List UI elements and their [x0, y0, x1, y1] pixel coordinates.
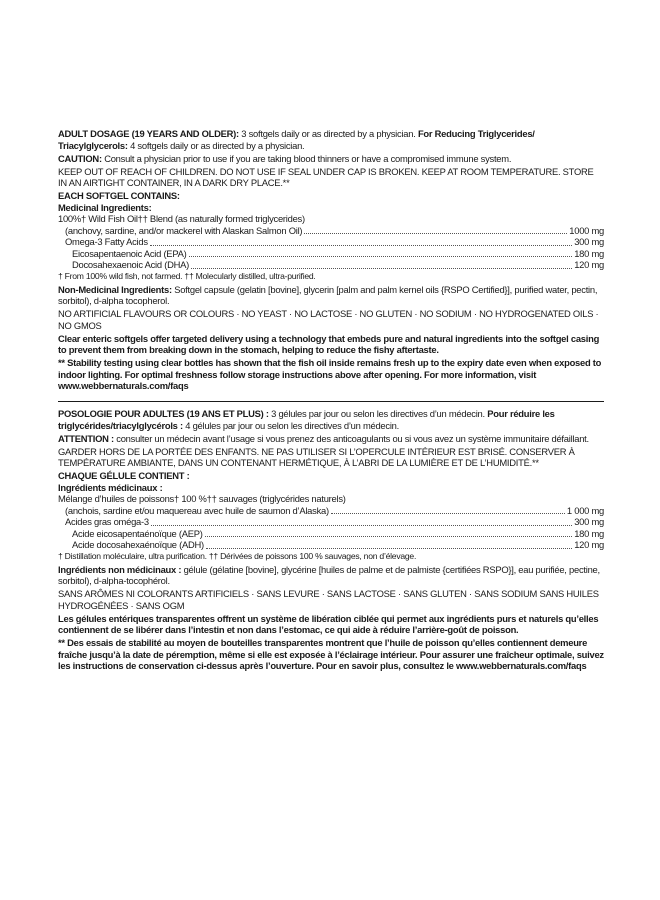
ingredient-name: Docosahexaenoic Acid (DHA)	[72, 259, 189, 270]
free-from-list: NO ARTIFICIAL FLAVOURS OR COLOURS · NO YEAST · NO LACTOSE · NO GLUTEN · NO SODIUM · NO HYDROGENATED OILS · NO GMOS	[58, 308, 599, 331]
ingredient-amount: 300 mg	[574, 516, 604, 527]
triglycerides-label: Pour réduire les triglycérides/triacylglycérols :	[58, 408, 555, 431]
stability-note: ** Des essais de stabilité au moyen de bouteilles transparentes montrent que l’huile de poisson qu’elles contiennent demeure fraîche jusqu’à la date de péremption, même si elle est exposée à l’éclairage intérieur. Pour assurer une fraîcheur optimale, suivez les instructions de conservation ci-dessus après l’ouverture. Pour en savoir plus, consultez le www.webbernaturals.com/faqs	[58, 637, 604, 671]
leader-dots	[150, 236, 572, 246]
ingredient-row	[58, 225, 604, 237]
blend-line: Mélange d’huiles de poissons† 100 %†† sauvages (triglycérides naturels)	[58, 493, 346, 504]
section-divider	[58, 401, 604, 402]
label-panel	[58, 128, 604, 677]
dosage-text: 3 softgels daily or as directed by a physician.	[241, 128, 416, 139]
triglycerides-label: For Reducing Triglycerides/ Triacylglycerols:	[58, 128, 535, 151]
dosage-label: POSOLOGIE POUR ADULTES (19 ANS ET PLUS) :	[58, 408, 269, 419]
ingredient-name: Acide docosahexaénoïque (ADH)	[72, 539, 204, 550]
non-medicinal-label: Non-Medicinal Ingredients:	[58, 283, 172, 295]
each-softgel-heading: EACH SOFTGEL CONTAINS:	[58, 190, 180, 201]
each-softgel-heading: CHAQUE GÉLULE CONTIENT :	[58, 470, 190, 481]
triglycerides-text: 4 softgels daily or as directed by a physician.	[130, 139, 305, 151]
ingredient-row	[58, 516, 604, 528]
caution-label: CAUTION:	[58, 152, 102, 164]
ingredient-name: Acide eicosapentaénoïque (AEP)	[72, 527, 203, 539]
free-from-list: SANS ARÔMES NI COLORANTS ARTIFICIELS · SANS LEVURE · SANS LACTOSE · SANS GLUTEN · SANS SODIUM SANS HUILES HYDROGÉNÉES · SANS OGM	[58, 588, 599, 611]
ingredient-amount: 180 mg	[574, 527, 604, 539]
dosage-paragraph	[58, 408, 604, 431]
ingredient-name: Eicosapentaenoic Acid (EPA)	[72, 247, 187, 259]
enteric-note: Clear enteric softgels offer targeted delivery using a technology that embeds pure and natural ingredients into the softgel casing to prevent them from breaking down in the stomach, helping to reduce the fishy aftertaste.	[58, 332, 600, 355]
leader-dots	[331, 504, 565, 514]
leader-dots	[189, 247, 573, 257]
stability-note: ** Stability testing using clear bottles has shown that the fish oil inside remains fresh up to the expiry date even when exposed to indoor lighting. For optimal freshness follow storage instructions above after opening. For more information, visit www.webbernaturals.com/faqs	[58, 357, 602, 391]
leader-dots	[206, 539, 572, 549]
caution-label: ATTENTION :	[58, 432, 114, 444]
ingredient-amount: 120 mg	[574, 259, 604, 270]
leader-dots	[205, 527, 573, 537]
ingredient-row	[58, 505, 604, 517]
ingredient-row	[58, 539, 604, 551]
non-medicinal-paragraph	[58, 564, 604, 587]
caution-paragraph	[58, 433, 604, 445]
ingredient-amount: 1000 mg	[569, 224, 604, 236]
caution-text: consulter un médecin avant l’usage si vous prenez des anticoagulants ou si vous avez un système immunitaire défaillant.	[116, 432, 589, 444]
ingredient-row	[58, 528, 604, 540]
ingredient-amount: 300 mg	[574, 236, 604, 247]
ingredient-name: Omega-3 Fatty Acids	[65, 236, 148, 247]
leader-dots	[151, 516, 572, 526]
dosage-label: ADULT DOSAGE (19 YEARS AND OLDER):	[58, 128, 239, 139]
caution-text: Consult a physician prior to use if you are taking blood thinners or have a compromised immune system.	[104, 152, 512, 164]
non-medicinal-paragraph	[58, 284, 604, 307]
dosage-paragraph	[58, 128, 604, 151]
storage-warning: KEEP OUT OF REACH OF CHILDREN. DO NOT USE IF SEAL UNDER CAP IS BROKEN. KEEP AT ROOM TEMPERATURE. STORE IN AN AIRTIGHT CONTAINER, IN A DARK DRY PLACE.**	[58, 165, 594, 188]
ingredient-name: (anchovy, sardine, and/or mackerel with Alaskan Salmon Oil)	[65, 224, 303, 236]
medicinal-ingredients-heading: Medicinal Ingredients:	[58, 201, 152, 213]
ingredient-amount: 1 000 mg	[566, 504, 604, 516]
enteric-note: Les gélules entériques transparentes offrent un système de libération ciblée qui permet aux ingrédients purs et naturels qu’elles contiennent de se libérer dans l’intestin et non dans l’estomac, ce qui aide à réduire l’arrière-goût de poisson.	[58, 612, 599, 635]
non-medicinal-label: Ingrédients non médicinaux :	[58, 563, 182, 575]
ingredient-row	[58, 236, 604, 248]
english-section	[58, 128, 604, 397]
triglycerides-text: 4 gélules par jour ou selon les directives d’un médecin.	[185, 419, 399, 431]
dosage-text: 3 gélules par jour ou selon les directives d’un médecin.	[271, 408, 485, 419]
footnote: † Distillation moléculaire, ultra purification. †† Dérivées de poissons 100 % sauvages, non d’élevage.	[58, 550, 417, 561]
ingredient-amount: 180 mg	[574, 247, 604, 259]
medicinal-ingredients-heading: Ingrédients médicinaux :	[58, 481, 163, 493]
ingredient-name: (anchois, sardine et/ou maquereau avec huile de saumon d’Alaska)	[65, 504, 329, 516]
ingredient-row	[58, 248, 604, 260]
storage-warning: GARDER HORS DE LA PORTÉE DES ENFANTS. NE PAS UTILISER SI L’OPERCULE INTÉRIEUR EST BRISÉ. CONSERVER À TEMPÉRATURE AMBIANTE, DANS UN CONTENANT HERMÉTIQUE, À L’ABRI DE LA LUMIÈRE ET DE L’HUMIDITÉ.**	[58, 445, 575, 468]
footnote: † From 100% wild fish, not farmed. †† Molecularly distilled, ultra-purified.	[58, 270, 316, 281]
caution-paragraph	[58, 153, 604, 165]
ingredient-row	[58, 259, 604, 271]
blend-line: 100%† Wild Fish Oil†† Blend (as naturally formed triglycerides)	[58, 213, 305, 224]
french-section	[58, 408, 604, 677]
ingredient-name: Acides gras oméga-3	[65, 516, 149, 527]
leader-dots	[304, 224, 567, 234]
non-medicinal-text: gélule (gélatine [bovine], glycérine [huiles de palme et de palmiste {certifiées RSPO}], eau purifiée, pectine, sorbitol), d-alpha-tocophérol.	[58, 563, 600, 586]
ingredient-amount: 120 mg	[574, 539, 604, 550]
non-medicinal-text: Softgel capsule (gelatin [bovine], glycerin [palm and palm kernel oils {RSPO Certified}], purified water, pectin, sorbitol), d-alpha tocopherol.	[58, 283, 598, 306]
leader-dots	[191, 259, 572, 269]
